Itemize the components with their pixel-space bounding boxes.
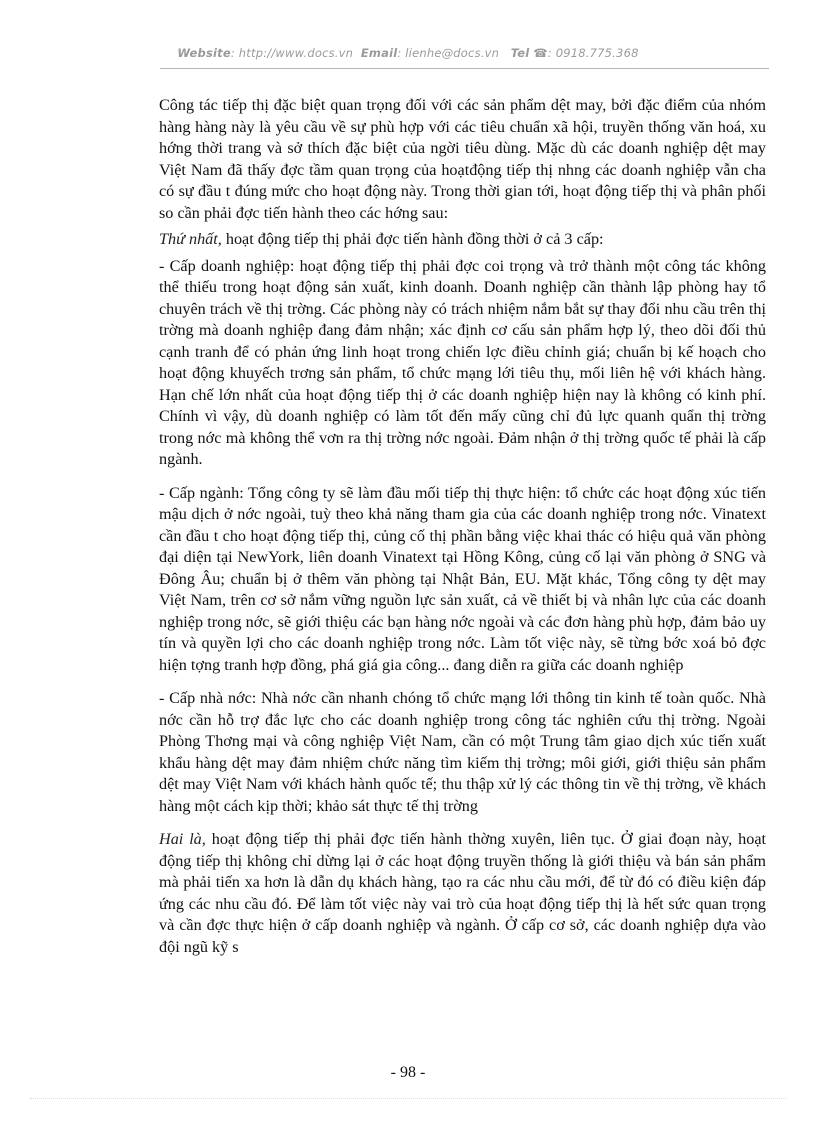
page-number: - 98 - <box>390 1064 426 1081</box>
paragraph-intro: Công tác tiếp thị đặc biệt quan trọng đối với các sản phẩm dệt may, bởi đặc điểm của nhóm hàng hàng này là yêu cầu về sự phù hợp với các tiêu chuẩn xã hội, truyền thống văn hoá, xu hớng thời trang và sở thích đặc biệt của ngời tiêu dùng. Mặc dù các doanh nghiệp dệt may Việt Nam đã thấy đợc tầm quan trọng của hoạtđộng tiếp thị nhng các doanh nghiệp vẫn cha có sự đầu t đúng mức cho hoạt động này. Trong thời gian tới, hoạt động tiếp thị và phân phối so cần phải đợc tiến hành theo các hớng sau: <box>159 96 766 222</box>
paragraph-industry-level: - Cấp ngành: Tổng công ty sẽ làm đầu mối tiếp thị thực hiện: tổ chức các hoạt động xúc tiến mậu dịch ở nớc ngoài, tuỳ theo khả năng tham gia của các doanh nghiệp trong nớc. Vinatext cần đầu t cho hoạt động tiếp thị, củng cố thị phần bằng việc khai thác có hiệu quả văn phòng đại diện tại NewYork, liên doanh Vinatext tại Hồng Kông, củng cố lại văn phòng ở SNG và Đông Âu; chuẩn bị ở thêm văn phòng tại Nhật Bản, EU. Mặt khác, Tổng công ty dệt may Việt Nam, trên cơ sở nắm vững nguồn lực sản xuất, cả về thiết bị và nhân lực của các doanh nghiệp trong nớc, sẽ giới thiệu các bạn hàng nớc ngoài và các đơn hàng phù hợp, đảm bảo uy tín và quyền lợi cho các doanh nghiệp trong nớc. Làm tốt việc này, sẽ từng bớc xoá bỏ đợc hiện tợng tranh hợp đồng, phá giá gia công... đang diễn ra giữa các doanh nghiệp <box>159 483 766 674</box>
email-value[interactable]: : lienhe@docs.vn <box>397 46 500 60</box>
paragraph-second-point <box>159 829 766 958</box>
header-divider <box>160 68 769 69</box>
document-body <box>159 95 766 958</box>
lead-first: Thứ nhất, <box>159 230 222 248</box>
paragraph-first-point-text: hoạt động tiếp thị phải đợc tiến hành đồng thời ở cả 3 cấp: <box>221 230 604 248</box>
website-value[interactable]: : http://www.docs.vn <box>230 46 354 60</box>
tel-value: : 0918.775.368 <box>547 46 639 60</box>
paragraph-enterprise-level: - Cấp doanh nghiệp: hoạt động tiếp thị phải đợc coi trọng và trở thành một công tác không thể thiếu trong hoạt động sản xuất, kinh doanh. Doanh nghiệp cần thành lập phòng hay tổ chuyên trách về thị trờng. Các phòng này có trách nhiệm nắm bắt sự thay đổi nhu cầu trên thị trờng mà doanh nghiệp đang đảm nhận; xác định cơ cấu sản phẩm hợp lý, theo dõi đối thủ cạnh tranh để có phản ứng linh hoạt trong chiến lợc điều chỉnh giá; chuẩn bị kế hoạch cho hoạt động khuyếch trơng sản phẩm, tổ chức mạng lới tiêu thụ, mối liên hệ với khách hàng. Hạn chế lớn nhất của hoạt động tiếp thị ở các doanh nghiệp hiện nay là không có kinh phí. Chính vì vậy, dù doanh nghiệp có làm tốt đến mấy cũng chỉ đủ lực quanh quẩn thị trờng trong nớc mà không thể vơn ra thị trờng nớc ngoài. Đảm nhận ở thị trờng quốc tế phải là cấp ngành. <box>159 256 766 468</box>
paragraph-state-level: - Cấp nhà nớc: Nhà nớc cần nhanh chóng tổ chức mạng lới thông tin kinh tế toàn quốc. Nhà nớc cần hỗ trợ đắc lực cho các doanh nghiệp trong công tác nghiên cứu thị trờng. Ngoài Phòng Thơng mại và công nghiệp Việt Nam, cần có một Trung tâm giao dịch xúc tiến xuất khẩu hàng dệt may đảm nhiệm chức năng tìm kiếm thị trờng; môi giới, giới thiệu sản phẩm dệt may Việt Nam với khách hành quốc tế; thu thập xử lý các thông tin về thị trờng, về khách hàng một cách kịp thời; khảo sát thực tế thị trờng <box>159 689 766 815</box>
paragraph-first-point <box>159 229 766 251</box>
footer-divider <box>30 1098 786 1099</box>
tel-label: Tel <box>510 46 530 60</box>
telephone-icon: ☎ <box>533 46 548 60</box>
page-header <box>0 46 816 60</box>
lead-second: Hai là, <box>159 830 206 848</box>
website-label: Website <box>177 46 231 60</box>
email-label: Email <box>360 46 398 60</box>
paragraph-second-point-text: hoạt động tiếp thị phải đợc tiến hành thờng xuyên, liên tục. Ở giai đoạn này, hoạt động tiếp thị không chỉ dừng lại ở các hoạt động truyền thống là giới thiệu và bán sản phẩm mà phải tiến xa hơn là dẫn dụ khách hàng, tạo ra các nhu cầu mới, để từ đó có điều kiện đáp ứng các nhu cầu đó. Để làm tốt việc này vai trò của hoạt động tiếp thị là hết sức quan trọng và cần đợc thực hiện ở cấp doanh nghiệp và ngành. Ở cấp cơ sở, các doanh nghiệp dựa vào đội ngũ kỹ s <box>159 830 766 956</box>
